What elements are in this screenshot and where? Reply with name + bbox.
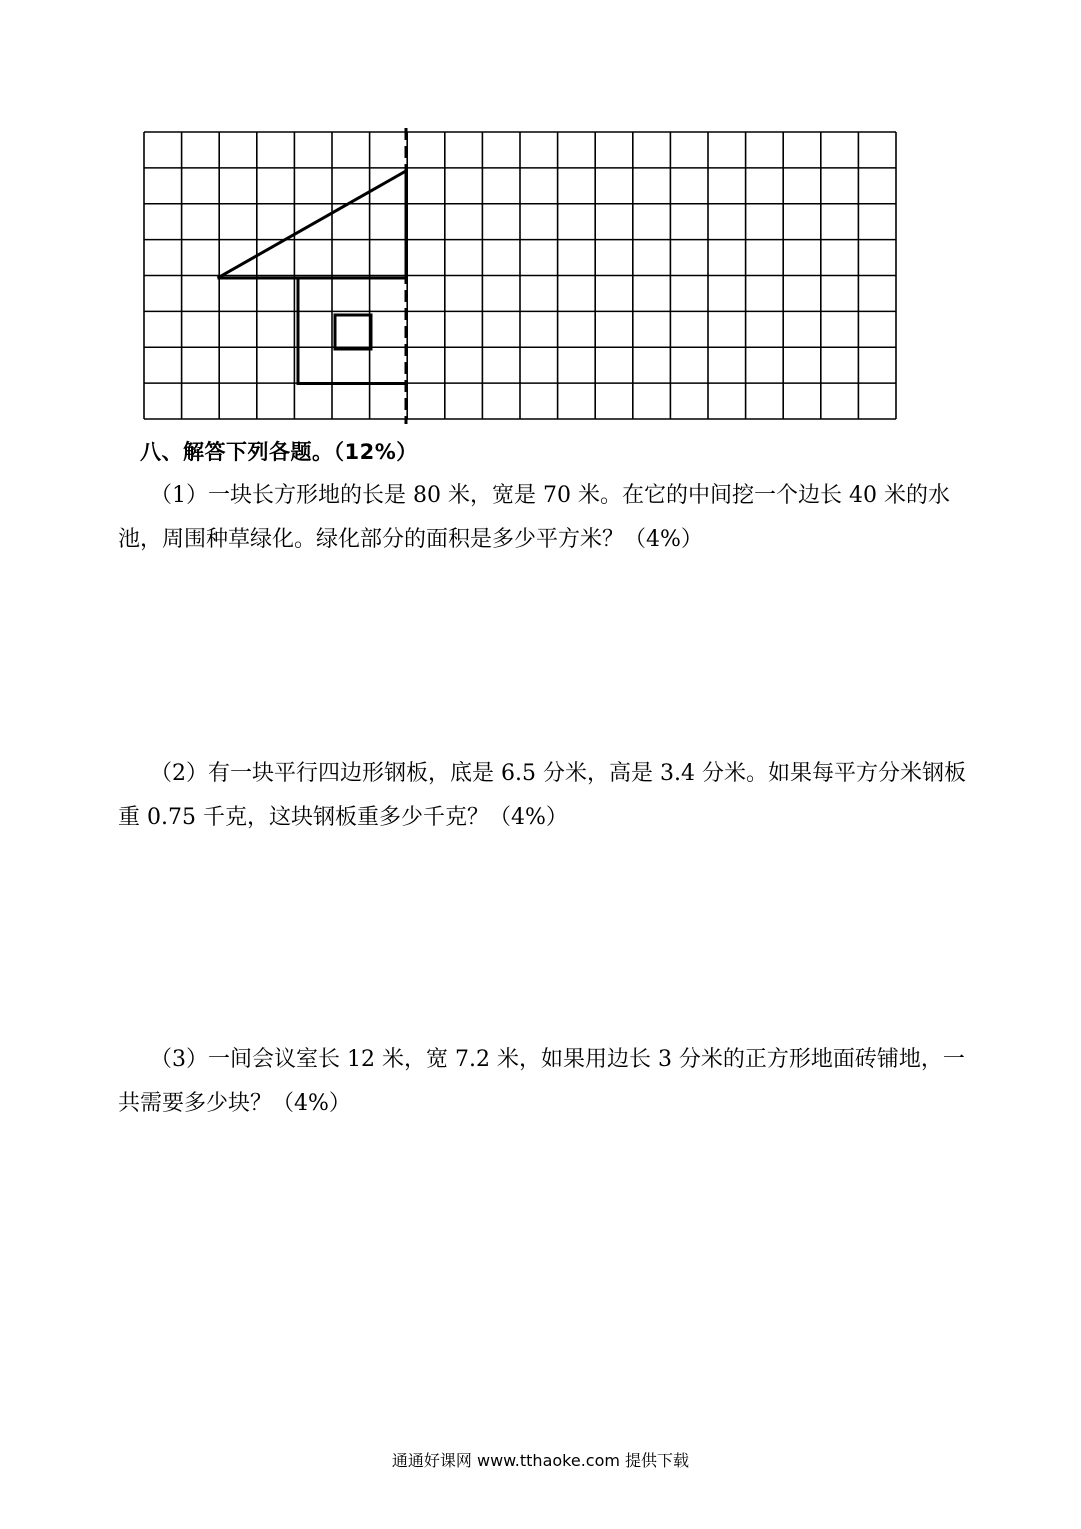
section-heading: 八、解答下列各题。（12%）	[140, 440, 418, 464]
grid-lines	[144, 132, 896, 419]
question-3-text: （3）一间会议室长 12 米，宽 7.2 米，如果用边长 3 分米的正方形地面砖铺地，一共需要多少块？（4%）	[118, 1047, 965, 1116]
question-1-text: （1）一块长方形地的长是 80 米，宽是 70 米。在它的中间挖一个边长 40 米的水池，周围种草绿化。绿化部分的面积是多少平方米？（4%）	[118, 483, 950, 552]
question-1	[118, 474, 978, 562]
question-3	[118, 1038, 978, 1126]
grid-figure	[140, 128, 900, 424]
house-wall	[298, 278, 406, 384]
question-2-text: （2）有一块平行四边形钢板，底是 6.5 分米，高是 3.4 分米。如果每平方分米钢板重 0.75 千克，这块钢板重多少千克？（4%）	[118, 761, 966, 830]
house-window	[335, 315, 371, 349]
question-2	[118, 752, 978, 840]
roof-triangle	[218, 171, 407, 278]
footer-credit: 通通好课网 www.tthaoke.com 提供下载	[391, 1451, 690, 1470]
